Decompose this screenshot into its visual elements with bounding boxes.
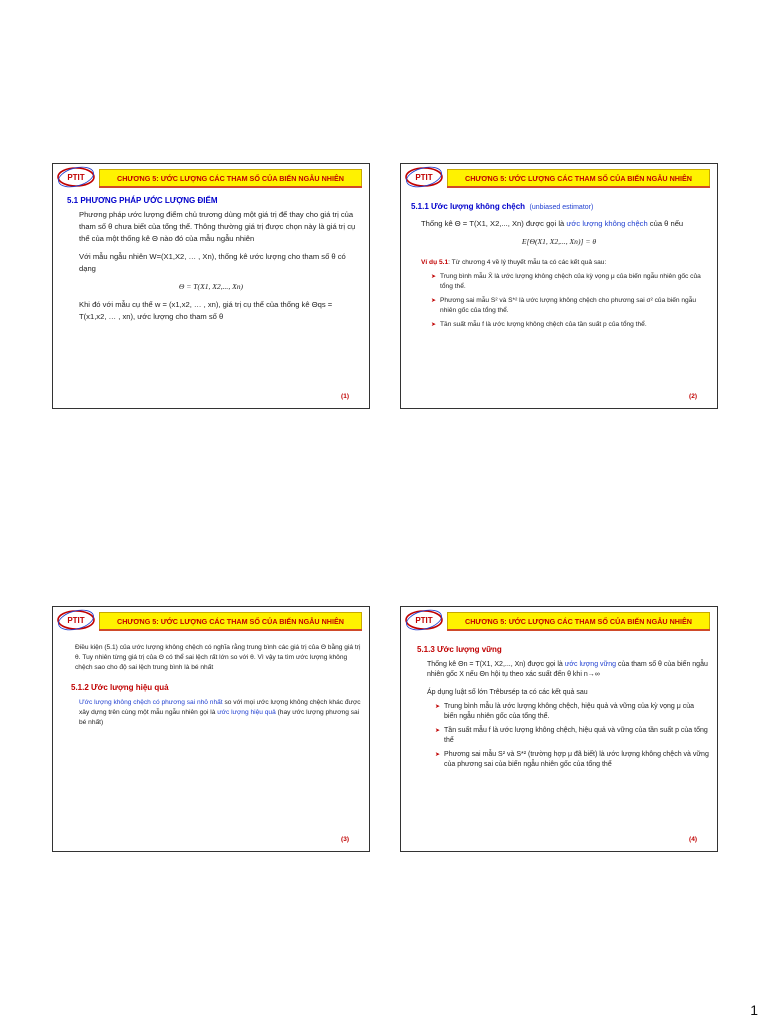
list-item <box>435 726 709 746</box>
divider <box>99 186 362 188</box>
slide-body <box>409 637 709 833</box>
slide-4 <box>400 606 718 852</box>
svg-text:PTIT: PTIT <box>415 173 433 182</box>
list-text: Tần suất mẫu f là ước lượng không chệch của tần suất p của tổng thể. <box>440 321 647 328</box>
slide-header <box>401 607 717 633</box>
slide-body <box>61 194 361 390</box>
list-text: Phương sai mẫu S² và S*² (trường hợp μ đã biết) là ước lượng không chệch và vững của phương sai của biến ngẫu nhiên gốc của tổng thể <box>444 751 709 768</box>
divider <box>99 629 362 631</box>
list-text: Tần suất mẫu f là ước lượng không chệch, hiệu quả và vững của tần suất p của tổng thể <box>444 727 708 744</box>
arrow-icon: ➤ <box>435 752 441 758</box>
paragraph: Phương pháp ước lượng điểm chủ trương dùng một giá trị để thay cho giá trị của tham số θ chưa biết của tổng thể. Thông thường giá trị được chọn này là giá trị cụ thể của một thống kê Θ nào đó của mẫu ngẫu nhiên <box>79 210 356 243</box>
divider <box>447 186 710 188</box>
text: so với mọi ước lượng không chệch khác được xây dựng trên cùng một mẫu ngẫu nhiên gọi là <box>79 699 361 716</box>
list-item <box>435 702 709 722</box>
formula: Θ = T(X1, X2,..., Xn) <box>178 282 244 291</box>
term: ước lượng hiệu quả <box>217 709 276 716</box>
paragraph <box>421 218 709 230</box>
arrow-icon: ➤ <box>431 274 437 280</box>
paragraph: Áp dụng luật số lớn Trêbưsép ta có các kết quả sau <box>427 689 588 696</box>
example <box>421 258 709 268</box>
page-number: 1 <box>750 1002 758 1018</box>
list-item <box>431 320 709 330</box>
slide-header <box>53 164 369 190</box>
section-heading: 5.1.3 Ước lượng vững <box>417 645 502 654</box>
divider <box>447 629 710 631</box>
text: Thống kê Θ = T(X1, X2,..., Xn) được gọi là <box>421 219 567 228</box>
formula: E[Θ(X1, X2,..., Xn)] = θ <box>521 237 597 246</box>
ptit-logo <box>56 609 96 631</box>
text: Thống kê Θn = T(X1, X2,..., Xn) được gọi là <box>427 661 565 668</box>
chapter-banner: CHƯƠNG 5: ƯỚC LƯỢNG CÁC THAM SỐ CỦA BIẾN NGẪU NHIÊN <box>447 169 710 187</box>
list-item <box>435 750 709 770</box>
section-heading: 5.1.2 Ước lượng hiệu quả <box>71 683 169 692</box>
paragraph: Điều kiện (5.1) của ước lượng không chệch có nghĩa rằng trung bình các giá trị của Θ bằng giá trị θ. Tuy nhiên từng giá trị của Θ có thể sai lệch rất lớn so với θ. Vì vậy ta tìm ước lượng không chệch sao cho độ sai lệch trung bình là bé nhất <box>75 644 361 671</box>
term: ước lượng không chệch <box>566 219 648 228</box>
paragraph: Với mẫu ngẫu nhiên W=(X1,X2, … , Xn), thống kê ước lượng cho tham số θ có dạng <box>79 252 346 273</box>
heading-english: (unbiased estimator) <box>529 204 594 211</box>
text: của tham số θ của biến ngẫu nhiên gốc X nếu Θn hội tụ theo xác suất đến θ khi n→∞ <box>427 661 708 678</box>
list-item <box>431 296 709 316</box>
paragraph: Khi đó với mẫu cụ thể w = (x1,x2, … , xn), giá trị cụ thể của thống kê Θqs = T(x1,x2, … , xn), ước lượng cho tham số θ <box>79 300 333 321</box>
slide-body <box>409 194 709 390</box>
slide-3 <box>52 606 370 852</box>
list-text: Trung bình mẫu là ước lượng không chệch, hiệu quả và vững của kỳ vọng μ của biến ngẫu nhiên gốc của tổng thể. <box>444 703 695 720</box>
list-item <box>431 272 709 292</box>
paragraph <box>79 698 361 728</box>
svg-text:PTIT: PTIT <box>415 616 433 625</box>
svg-text:PTIT: PTIT <box>67 616 85 625</box>
chapter-banner: CHƯƠNG 5: ƯỚC LƯỢNG CÁC THAM SỐ CỦA BIẾN NGẪU NHIÊN <box>99 169 362 187</box>
ptit-logo <box>56 166 96 188</box>
slide-1 <box>52 163 370 409</box>
text: của θ nếu <box>647 219 684 228</box>
arrow-icon: ➤ <box>435 728 441 734</box>
section-heading: 5.1.1 Ước lượng không chệch <box>411 202 526 211</box>
ptit-logo <box>404 166 444 188</box>
paragraph <box>427 660 709 680</box>
ptit-logo <box>404 609 444 631</box>
slide-body <box>61 637 361 833</box>
slide-header <box>401 164 717 190</box>
slide-page-number: (1) <box>341 393 349 400</box>
text: : Từ chương 4 về lý thuyết mẫu ta có các kết quả sau: <box>448 259 607 266</box>
chapter-banner: CHƯƠNG 5: ƯỚC LƯỢNG CÁC THAM SỐ CỦA BIẾN NGẪU NHIÊN <box>447 612 710 630</box>
list-text: Phương sai mẫu S² và S*² là ước lượng không chệch cho phương sai σ² của biến ngẫu nhiên gốc của tổng thể. <box>440 297 697 314</box>
section-heading: 5.1 PHƯƠNG PHÁP ƯỚC LƯỢNG ĐIỂM <box>67 196 218 205</box>
svg-text:PTIT: PTIT <box>67 173 85 182</box>
text: (hay ước lượng phương sai bé nhất) <box>79 709 360 726</box>
slide-page-number: (2) <box>689 393 697 400</box>
list-text: Trung bình mẫu X̄ là ước lượng không chệch của kỳ vọng μ của biến ngẫu nhiên gốc của tổng thể. <box>440 273 701 290</box>
slide-page-number: (3) <box>341 836 349 843</box>
arrow-icon: ➤ <box>431 322 437 328</box>
arrow-icon: ➤ <box>435 704 441 710</box>
slide-page-number: (4) <box>689 836 697 843</box>
term: ước lượng vững <box>564 661 617 668</box>
chapter-banner: CHƯƠNG 5: ƯỚC LƯỢNG CÁC THAM SỐ CỦA BIẾN NGẪU NHIÊN <box>99 612 362 630</box>
example-label: Ví dụ 5.1 <box>421 259 449 266</box>
arrow-icon: ➤ <box>431 298 437 304</box>
term: Ước lượng không chệch có phương sai nhỏ nhất <box>79 699 223 706</box>
slide-2 <box>400 163 718 409</box>
slide-header <box>53 607 369 633</box>
